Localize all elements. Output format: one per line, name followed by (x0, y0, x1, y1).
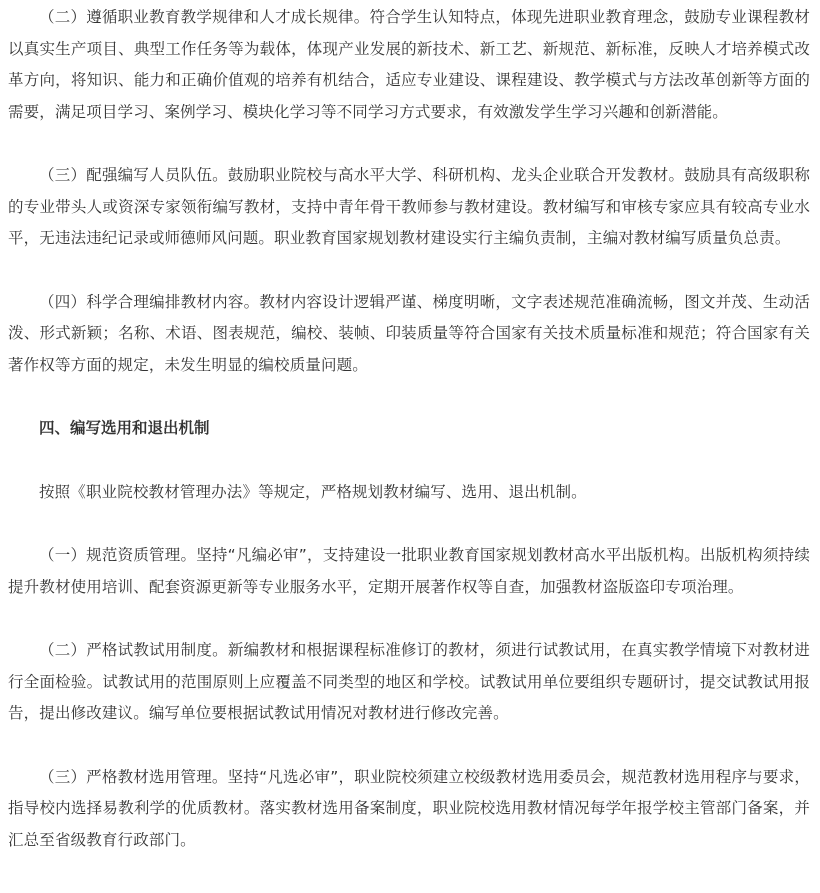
paragraph-mechanism-two: （二）严格试教试用制度。新编教材和根据课程标准修订的教材，须进行试教试用，在真实教学情境下对教材进行全面检验。试教试用的范围原则上应覆盖不同类型的地区和学校。试教试用单位要组织专题研讨，提交试教试用报告，提出修改建议。编写单位要根据试教试用情况对教材进行修改完善。 (8, 641, 810, 722)
paragraph-gap (8, 255, 810, 287)
section-heading: 四、编写选用和退出机制 (39, 419, 210, 437)
paragraph-gap (8, 445, 810, 477)
paragraph-mechanism-one: （一）规范资质管理。坚持“凡编必审”，支持建设一批职业教育国家规划教材高水平出版机构。出版机构须持续提升教材使用培训、配套资源更新等专业服务水平，定期开展著作权等自查，加强教材盗版盗印专项治理。 (8, 546, 810, 596)
paragraph-principle-four: （四）科学合理编排教材内容。教材内容设计逻辑严谨、梯度明晰，文字表述规范准确流畅，图文并茂、生动活泼、形式新颖；名称、术语、图表规范，编校、装帧、印装质量等符合国家有关技术质量标准和规范；符合国家有关著作权等方面的规定，未发生明显的编校质量问题。 (8, 292, 810, 374)
paragraph-principle-two: （二）遵循职业教育教学规律和人才成长规律。符合学生认知特点，体现先进职业教育理念，鼓励专业课程教材以真实生产项目、典型工作任务等为载体，体现产业发展的新技术、新工艺、新规范、新标准，反映人才培养模式改革方向，将知识、能力和正确价值观的培养有机结合，适应专业建设、课程建设、教学模式与方法改革创新等方面的需要，满足项目学习、案例学习、模块化学习等不同学习方式要求，有效激发学生学习兴趣和创新潜能。 (8, 8, 810, 121)
paragraph-mechanism-three: （三）严格教材选用管理。坚持“凡选必审”，职业院校须建立校级教材选用委员会，规范教材选用程序与要求，指导校内选择易教利学的优质教材。落实教材选用备案制度，职业院校选用教材情况每学年报学校主管部门备案，并汇总至省级教育行政部门。 (8, 767, 810, 849)
paragraph-gap (8, 381, 810, 413)
paragraph-gap (8, 508, 810, 540)
section-intro: 按照《职业院校教材管理办法》等规定，严格规划教材编写、选用、退出机制。 (39, 482, 587, 501)
paragraph-principle-three: （三）配强编写人员队伍。鼓励职业院校与高水平大学、科研机构、龙头企业联合开发教材。鼓励具有高级职称的专业带头人或资深专家领衔编写教材，支持中青年骨干教师参与教材建设。教材编写和审核专家应具有较高专业水平，无违法违纪记录或师德师风问题。职业教育国家规划教材建设实行主编负责制，主编对教材编写质量负总责。 (8, 166, 810, 247)
paragraph-gap (8, 730, 810, 762)
paragraph-gap (8, 128, 810, 160)
paragraph-gap (8, 603, 810, 635)
